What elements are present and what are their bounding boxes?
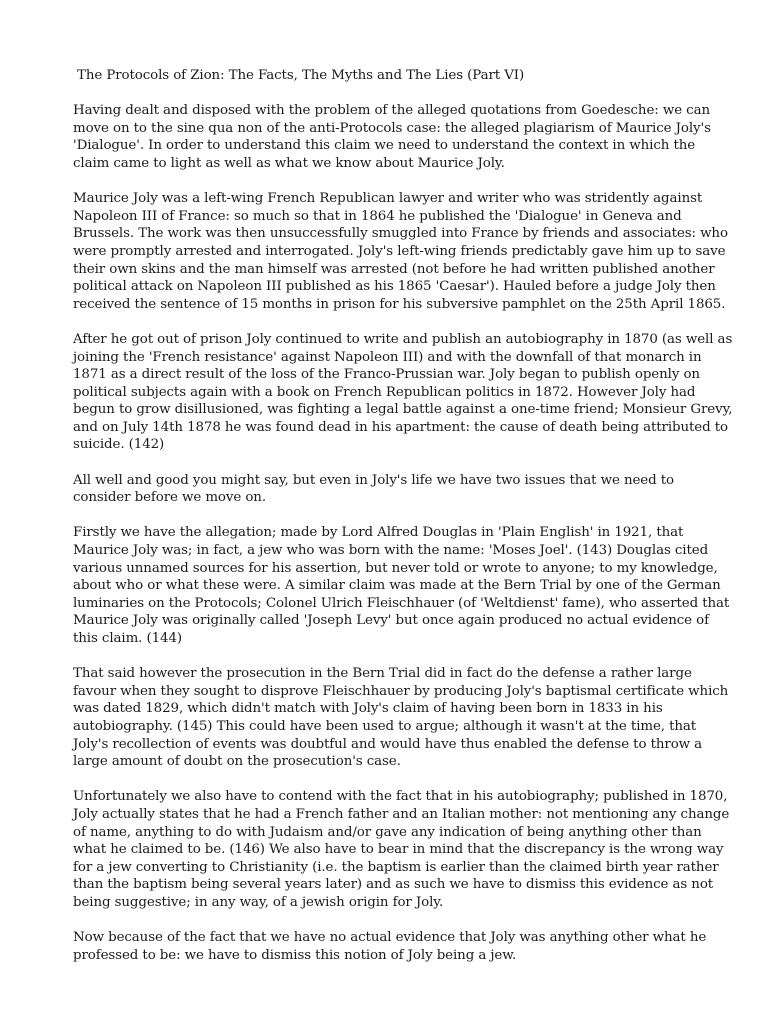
paragraph-8: Now because of the fact that we have no actual evidence that Joly was anything other what he professed to be: we have to dismiss this notion of Joly being a jew. [73, 930, 707, 963]
paragraph-4: All well and good you might say, but even in Joly's life we have two issues that we need to consider before we move on. [73, 472, 674, 506]
document-page [73, 67, 733, 982]
document-title: The Protocols of Zion: The Facts, The Myths and The Lies (Part VI) [77, 68, 525, 83]
paragraph-5: Firstly we have the allegation; made by Lord Alfred Douglas in 'Plain English' in 1921, that Maurice Joly was; in fact, a jew who was born with the name: 'Moses Joel'. (143) Douglas cited various unnamed sources for his assertion, but never told or wrote to anyone; to my knowledge, about who or what these were. A similar claim was made at the Bern Trial by one of the German luminaries on the Protocols; Colonel Ulrich Fleischhauer (of 'Weltdienst' fame), who asserted that Maurice Joly was originally called 'Joseph Levy' but once again produced no actual evidence of this claim. (144) [73, 525, 730, 646]
paragraph-7: Unfortunately we also have to contend with the fact that in his autobiography; published in 1870, Joly actually states that he had a French father and an Italian mother: not mentioning any change of name, anything to do with Judaism and/or gave any indication of being anything other than what he claimed to be. (146) We also have to bear in mind that the discrepancy is the wrong way for a jew converting to Christianity (i.e. the baptism is earlier than the claimed birth year rather than the baptism being several years later) and as such we have to dismiss this evidence as not being suggestive; in any way, of a jewish origin for Joly. [73, 789, 730, 910]
paragraph-1: Having dealt and disposed with the problem of the alleged quotations from Goedesche: we can move on to the sine qua non of the anti-Protocols case: the alleged plagiarism of Maurice Joly's 'Dialogue'. In order to understand this claim we need to understand the context in which the claim came to light as well as what we know about Maurice Joly. [73, 103, 711, 171]
paragraph-3: After he got out of prison Joly continued to write and publish an autobiography in 1870 (as well as joining the 'French resistance' against Napoleon III) and with the downfall of that monarch in 1871 as a direct result of the loss of the Franco-Prussian war. Joly began to publish openly on political subjects again with a book on French Republican politics in 1872. However Joly had begun to grow disillusioned, was fighting a legal battle against a one-time friend; Monsieur Grevy, and on July 14th 1878 he was found dead in his apartment: the cause of death being attributed to suicide. (142) [73, 331, 733, 453]
paragraph-6: That said however the prosecution in the Bern Trial did in fact do the defense a rather large favour when they sought to disprove Fleischhauer by producing Joly's baptismal certificate which was dated 1829, which didn't match with Joly's claim of having been born in 1833 in his autobiography. (145) This could have been used to argue; although it wasn't at the time, that Joly's recollection of events was doubtful and would have thus enabled the defense to throw a large amount of doubt on the prosecution's case. [73, 666, 729, 770]
paragraph-2: Maurice Joly was a left-wing French Republican lawyer and writer who was stridently against Napoleon III of France: so much so that in 1864 he published the 'Dialogue' in Geneva and Brussels. The work was then unsuccessfully smuggled into France by friends and associates: who were promptly arrested and interrogated. Joly's left-wing friends predictably gave him up to save their own skins and the man himself was arrested (not before he had written published another political attack on Napoleon III published as his 1865 'Caesar'). Hauled before a judge Joly then received the sentence of 15 months in prison for his subversive pamphlet on the 25th April 1865. [73, 191, 728, 312]
